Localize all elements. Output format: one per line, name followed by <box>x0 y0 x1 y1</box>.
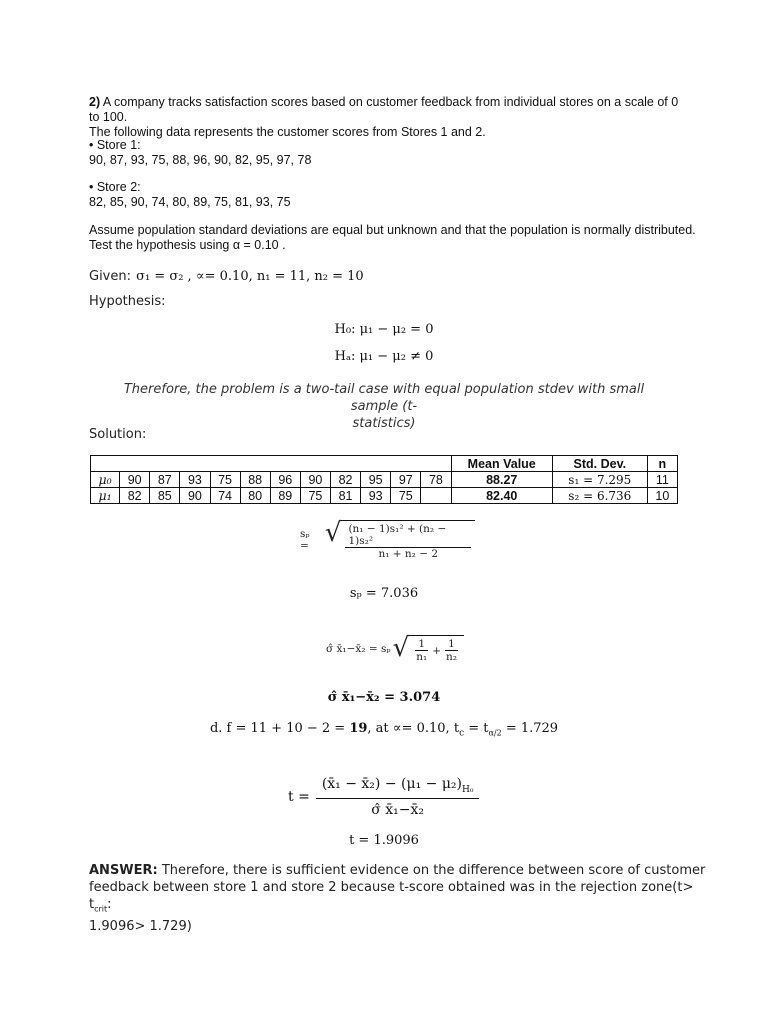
header-stddev: Std. Dev. <box>552 456 647 472</box>
se-lhs: σ̂ x̄₁−x̄₂ = sₚ <box>326 643 391 655</box>
mean-value: 88.27 <box>451 472 552 488</box>
given-label: Given: <box>89 269 131 284</box>
store1-scores: 90, 87, 93, 75, 88, 96, 90, 82, 95, 97, 78 <box>89 153 312 167</box>
store1-label: • Store 1: <box>89 138 141 152</box>
table-cell: 75 <box>210 472 240 488</box>
given-expression: σ₁ = σ₂ , ∝= 0.10, n₁ = 11, n₂ = 10 <box>136 269 364 284</box>
df-value: 19 <box>349 721 368 736</box>
sp-lhs: sₚ = <box>300 528 310 552</box>
header-mean: Mean Value <box>451 456 552 472</box>
assumption-line-2: Test the hypothesis using α = 0.10 . <box>89 238 286 252</box>
answer-line-2: feedback between store 1 and store 2 because t-score obtained was in the rejection zone(t> t <box>89 880 694 912</box>
table-cell: 97 <box>391 472 421 488</box>
store1-block <box>89 138 311 168</box>
table-cell: 95 <box>361 472 391 488</box>
header-blank <box>91 456 452 472</box>
problem-line-2: The following data represents the customer scores from Stores 1 and 2. <box>89 125 486 139</box>
table-cell: 80 <box>240 488 270 504</box>
sp-value: sₚ = 7.036 <box>349 586 419 601</box>
answer-line-1: Therefore, there is sufficient evidence on the difference between score of customer <box>157 863 706 878</box>
std-dev-value: s₁ = 7.295 <box>552 472 647 488</box>
null-hypothesis: H₀: μ₁ − μ₂ = 0 <box>334 322 434 337</box>
table-header-row <box>91 456 678 472</box>
table-cell: 90 <box>300 472 330 488</box>
store2-block <box>89 180 291 210</box>
assumption-line-1: Assume population standard deviations are equal but unknown and that the population is normally distributed. <box>89 223 696 237</box>
table-cell: 90 <box>120 472 150 488</box>
row-label: μ₀ <box>91 472 120 488</box>
table-cell: 82 <box>120 488 150 504</box>
table-cell: 96 <box>270 472 300 488</box>
assumption-block <box>89 223 709 253</box>
mean-value: 82.40 <box>451 488 552 504</box>
degrees-of-freedom-line: d. f = 11 + 10 − 2 = 19, at ∝= 0.10, $t_c = t_{\alpha/2} = 1.729$ <box>209 721 559 739</box>
table-cell: 75 <box>300 488 330 504</box>
given-line <box>89 265 364 284</box>
table-cell: 78 <box>421 472 451 488</box>
table-cell-empty <box>421 488 451 504</box>
table-cell: 88 <box>240 472 270 488</box>
table-cell: 85 <box>150 488 180 504</box>
n-value: 11 <box>647 472 677 488</box>
std-dev-value: s₂ = 6.736 <box>552 488 647 504</box>
answer-block: ANSWER: Therefore, there is sufficient evidence on the difference between score of customer feedback between store 1 and store 2 because t-score obtained was in the rejection zone(t> $t_{crit}$: 1.9096> 1.729) <box>89 862 709 935</box>
store2-label: • Store 2: <box>89 180 141 194</box>
table-cell: 81 <box>331 488 361 504</box>
table-cell: 75 <box>391 488 421 504</box>
problem-statement <box>89 95 689 140</box>
t-value: t = 1.9096 <box>349 833 419 848</box>
table-cell: 82 <box>331 472 361 488</box>
table-cell: 90 <box>180 488 210 504</box>
sp-numerator: (n₁ − 1)s₁² + (n₂ − 1)s₂² <box>345 523 471 548</box>
answer-line-3: 1.9096> 1.729) <box>89 918 192 934</box>
data-table <box>90 455 678 504</box>
table-cell: 87 <box>150 472 180 488</box>
t-statistic-formula: t = $\frac{(x̄_1 - x̄_2) - (\mu_1 - \mu_2)_{H_0}}{\text{σ̂ x̄₁−x̄₂}}$ <box>288 776 479 818</box>
std-error-formula <box>326 625 464 673</box>
problem-number: 2) <box>89 95 101 109</box>
note-line-1: Therefore, the problem is a two-tail case with equal population stdev with small sample (t- <box>123 382 645 414</box>
two-tail-note <box>100 381 668 432</box>
solution-label: Solution: <box>89 427 147 442</box>
table-cell: 93 <box>180 472 210 488</box>
pooled-sd-formula <box>300 514 475 566</box>
table-row <box>91 488 678 504</box>
problem-line-1: A company tracks satisfaction scores based on customer feedback from individual stores on a scale of 0 to 100. <box>89 95 679 124</box>
t-lhs: t = <box>288 788 310 805</box>
table-cell: 93 <box>361 488 391 504</box>
std-error-value: σ̂ x̄₁−x̄₂ = 3.074 <box>327 690 441 705</box>
alternative-hypothesis: Hₐ: μ₁ − μ₂ ≠ 0 <box>334 349 434 364</box>
hypothesis-label: Hypothesis: <box>89 294 166 309</box>
t-denominator: σ̂ x̄₁−x̄₂ <box>371 801 425 818</box>
sqrt-symbol: √ $\frac{\text{(n₁ − 1)s₁² + (n₂ − 1)s₂²}}{\text{n₁ + n₂ − 2}}$ <box>325 520 475 560</box>
sp-denominator: n₁ + n₂ − 2 <box>378 548 439 560</box>
t-numerator: (x̄₁ − x̄₂) − (μ₁ − μ₂) <box>321 776 462 792</box>
row-label: μ₁ <box>91 488 120 504</box>
store2-scores: 82, 85, 90, 74, 80, 89, 75, 81, 93, 75 <box>89 195 291 209</box>
header-n: n <box>647 456 677 472</box>
note-line-2: statistics) <box>352 416 416 431</box>
answer-label: ANSWER: <box>89 863 158 878</box>
table-cell: 74 <box>210 488 240 504</box>
sqrt-symbol: √ $\frac{1}{\text{n₁}}$ + $\frac{1}{\text{n₂}}$ <box>393 635 464 663</box>
n-value: 10 <box>647 488 677 504</box>
table-row <box>91 472 678 488</box>
table-cell: 89 <box>270 488 300 504</box>
